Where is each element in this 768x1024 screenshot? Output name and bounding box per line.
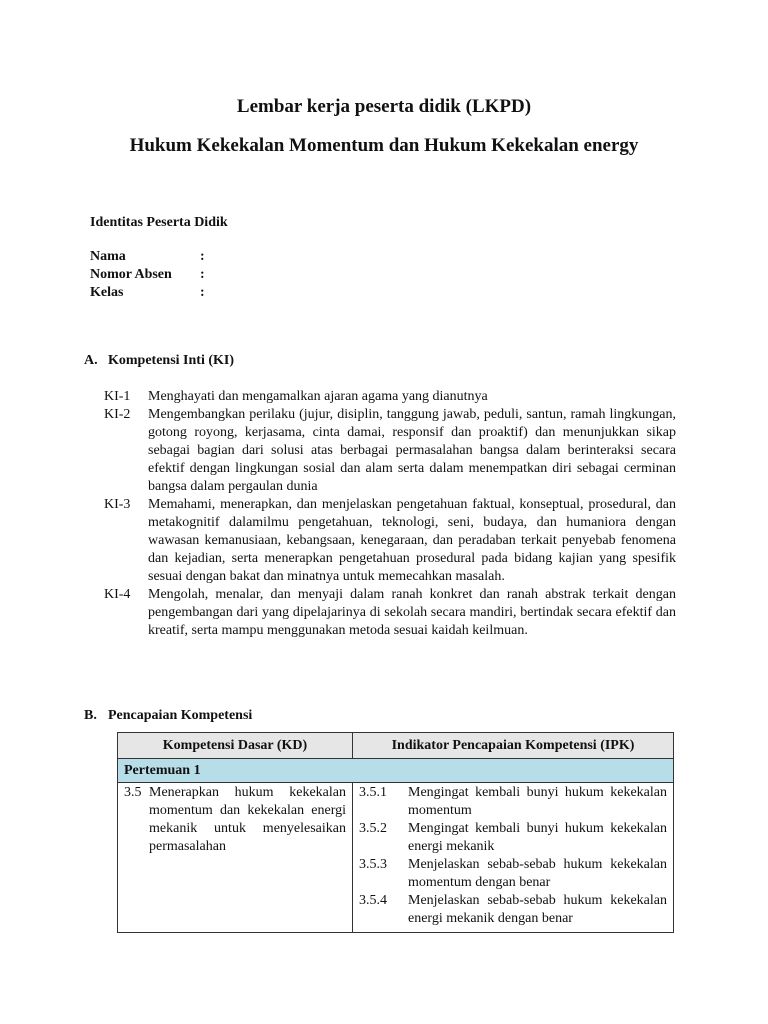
identity-field-separator: :: [200, 249, 205, 264]
identity-field-nama: [90, 248, 205, 266]
ki-text: Mengembangkan perilaku (jujur, disiplin, tanggung jawab, peduli, santun, ramah lingkungan, gotong royong, kerjasama, cinta damai, responsif dan proaktif) dan menunjukkan sikap sebagai bagian dari solusi atas berbagai permasalahan bangsa dalam berinteraksi secara efektif dengan lingkungan sosial dan alam serta dalam menempatkan diri sebagai cerminan bangsa dalam pergaulan dunia: [148, 407, 676, 494]
identity-field-label: Kelas: [90, 285, 124, 300]
identity-field-nomor-absen: [90, 266, 205, 284]
document-title: Lembar kerja peserta didik (LKPD): [236, 96, 532, 117]
ipk-cell: [353, 783, 674, 933]
meeting-label: Pertemuan 1: [118, 759, 674, 783]
identity-field-label: Nomor Absen: [90, 267, 172, 282]
section-letter: B.: [84, 708, 97, 723]
table-header-kd: Kompetensi Dasar (KD): [118, 733, 353, 759]
ipk-number: 3.5.4: [359, 893, 387, 908]
table-header-ipk: Indikator Pencapaian Kompetensi (IPK): [353, 733, 674, 759]
table-row: [118, 783, 674, 933]
ki-code: KI-1: [104, 389, 131, 404]
ki-code: KI-4: [104, 587, 131, 602]
ipk-text: Menjelaskan sebab-sebab hukum kekekalan energi mekanik dengan benar: [408, 893, 667, 926]
kd-text: Menerapkan hukum kekekalan momentum dan kekekalan energi mekanik untuk menyelesaikan permasalahan: [149, 785, 346, 854]
ki-code: KI-2: [104, 407, 131, 422]
identity-field-kelas: [90, 284, 205, 302]
table-header-row: [118, 733, 674, 759]
ki-item: [104, 406, 676, 496]
section-title: Pencapaian Kompetensi: [108, 708, 253, 723]
ipk-text: Mengingat kembali bunyi hukum kekekalan momentum: [408, 785, 667, 818]
kd-number: 3.5: [124, 785, 142, 800]
ipk-item: [359, 856, 667, 892]
section-title: Kompetensi Inti (KI): [108, 353, 234, 368]
ipk-item: [359, 784, 667, 820]
ki-text: Mengolah, menalar, dan menyaji dalam ranah konkret dan ranah abstrak terkait dengan pengembangan dari yang dipelajarinya di sekolah secara mandiri, bertindak secara efektif dan kreatif, serta mampu menggunakan metoda sesuai kaidah keilmuan.: [148, 587, 676, 638]
identity-field-label: Nama: [90, 249, 126, 264]
ki-item: [104, 586, 676, 640]
ki-code: KI-3: [104, 497, 131, 512]
meeting-row: [118, 759, 674, 783]
ki-item: [104, 496, 676, 586]
kd-cell: [118, 783, 353, 933]
ipk-number: 3.5.1: [359, 785, 387, 800]
ki-text: Memahami, menerapkan, dan menjelaskan pengetahuan faktual, konseptual, prosedural, dan metakognitif dalamilmu pengetahuan, teknologi, seni, budaya, dan humaniora dengan wawasan kemanusiaan, kebangsaan, kenegaraan, dan peradaban terkait penyebab fenomena dan kejadian, serta menerapkan pengetahuan prosedural pada bidang kajian yang spesifik sesuai dengan bakat dan minatnya untuk memecahkan masalah.: [148, 497, 676, 584]
competency-table: [117, 732, 674, 933]
ipk-item: [359, 820, 667, 856]
section-b-heading: [84, 707, 252, 725]
ipk-number: 3.5.2: [359, 821, 387, 836]
ipk-text: Mengingat kembali bunyi hukum kekekalan energi mekanik: [408, 821, 667, 854]
section-letter: A.: [84, 353, 98, 368]
identity-field-separator: :: [200, 267, 205, 282]
document-subtitle: Hukum Kekekalan Momentum dan Hukum Kekekalan energy: [129, 135, 639, 156]
ki-text: Menghayati dan mengamalkan ajaran agama yang dianutnya: [148, 389, 488, 404]
ki-item: [104, 388, 676, 406]
section-a-heading: [84, 352, 234, 370]
identity-heading: Identitas Peserta Didik: [90, 215, 228, 230]
ki-list: [104, 388, 676, 640]
ipk-text: Menjelaskan sebab-sebab hukum kekekalan momentum dengan benar: [408, 857, 667, 890]
identity-field-separator: :: [200, 285, 205, 300]
ipk-item: [359, 892, 667, 928]
ipk-number: 3.5.3: [359, 857, 387, 872]
